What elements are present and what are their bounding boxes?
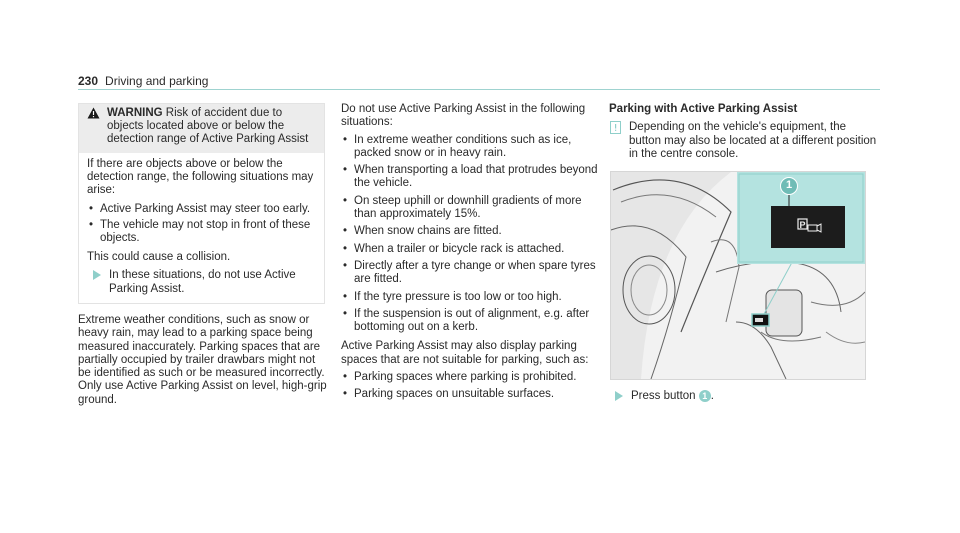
list-item: • If the suspension is out of alignment, e.g. after bottoming out on a kerb. xyxy=(341,308,601,335)
list-item: • When transporting a load that protrudes beyond the vehicle. xyxy=(341,164,601,191)
warning-headline: Risk of accident due to objects located above or below the detection range of Active Parking Assist xyxy=(107,107,309,146)
page-number: 230 xyxy=(78,74,99,88)
list-item: • On steep uphill or downhill gradients of more than approximately 15%. xyxy=(341,195,601,222)
column-3 xyxy=(609,103,881,161)
situations-list xyxy=(341,134,601,335)
header-rule xyxy=(78,89,880,90)
warning-body xyxy=(79,153,324,301)
list-item: • When snow chains are fitted. xyxy=(341,225,601,238)
warning-intro: If there are objects above or below the detection range, the following situations may arise: xyxy=(87,158,314,197)
list-item: • If the tyre pressure is too low or too high. xyxy=(341,291,601,304)
weather-paragraph: Extreme weather conditions, such as snow or heavy rain, may lead to a parking space being measured inaccurately. Parking spaces that are partially occupied by trailer drawbars might not be identified as such or be measured incorrectly. Only use Active Parking Assist on level, high-grip ground. xyxy=(78,314,327,406)
section-title: Driving and parking xyxy=(105,74,209,88)
list-item: • Active Parking Assist may steer too early. xyxy=(87,203,316,216)
warning-box xyxy=(78,103,325,304)
button-reference-badge: 1 xyxy=(699,390,711,402)
step-arrow-icon xyxy=(615,391,623,401)
warning-instruction xyxy=(87,269,316,295)
press-instruction xyxy=(609,390,714,403)
callout-number: 1 xyxy=(785,179,793,191)
list-item: • In extreme weather conditions such as ice, packed snow or in heavy rain. xyxy=(341,134,601,161)
press-text: Press button xyxy=(631,390,696,402)
unsuitable-list xyxy=(341,371,601,402)
situations-intro: Do not use Active Parking Assist in the following situations: xyxy=(341,103,586,129)
warning-header xyxy=(79,104,324,153)
warning-label: WARNING xyxy=(107,107,163,119)
column-2 xyxy=(341,103,601,408)
section-heading: Parking with Active Parking Assist xyxy=(609,103,798,115)
list-item: • Parking spaces on unsuitable surfaces. xyxy=(341,388,601,401)
list-item: • Directly after a tyre change or when spare tyres are fitted. xyxy=(341,260,601,287)
svg-text:P: P xyxy=(799,220,806,230)
warning-consequence: This could cause a collision. xyxy=(87,251,231,264)
page-header xyxy=(78,74,208,88)
unsuitable-intro: Active Parking Assist may also display parking spaces that are not suitable for parking, such as: xyxy=(341,340,589,366)
step-arrow-icon xyxy=(93,270,101,280)
console-photo xyxy=(610,171,866,380)
warning-instruction-text: In these situations, do not use Active Parking Assist. xyxy=(109,269,296,295)
warning-bullets xyxy=(87,203,316,246)
press-suffix: . xyxy=(710,390,714,402)
callout-marker xyxy=(780,177,798,195)
list-item: • The vehicle may not stop in front of these objects. xyxy=(87,219,316,245)
list-item: • When a trailer or bicycle rack is attached. xyxy=(341,243,601,256)
warning-triangle-icon xyxy=(87,107,100,123)
info-icon xyxy=(609,121,622,138)
column-1 xyxy=(78,314,328,411)
info-note xyxy=(609,121,881,161)
info-note-text: Depending on the vehicle's equipment, the button may also be located at a different position in the centre console. xyxy=(629,121,877,160)
list-item: • Parking spaces where parking is prohibited. xyxy=(341,371,601,384)
